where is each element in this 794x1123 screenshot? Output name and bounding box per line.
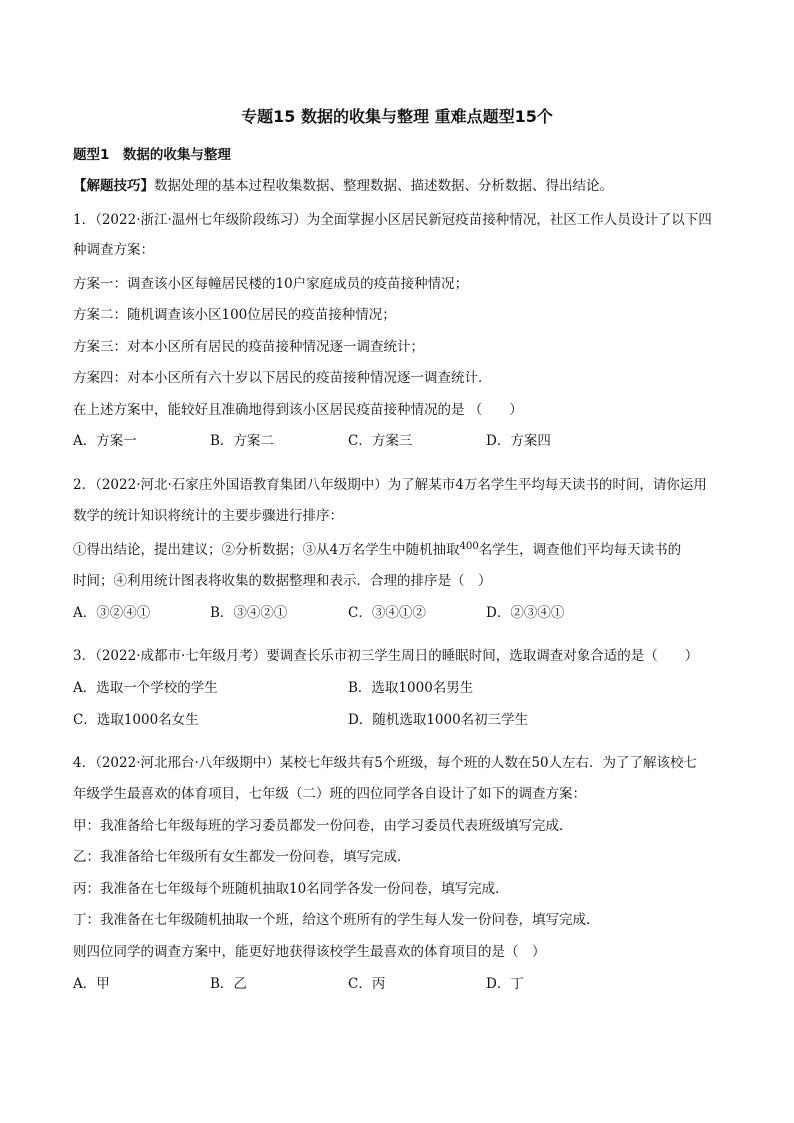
q1-option-c: C．方案三 — [348, 433, 413, 449]
q4-jia: 甲：我准备给七年级每班的学习委员都发一份问卷，由学习委员代表班级填写完成． — [73, 818, 573, 834]
q4-option-a: A．甲 — [73, 976, 110, 992]
q2-option-a: A．③②④① — [73, 605, 151, 621]
q3-line1: 3．（2022·成都市·七年级月考）要调查长乐市初三学生周日的睡眠时间，选取调查对象合适的是（ ） — [73, 648, 699, 664]
q1-plan2: 方案二：随机调查该小区100位居民的疫苗接种情况； — [73, 307, 396, 323]
q2-line3-number: 400 — [459, 541, 479, 552]
q4-yi: 乙：我准备给七年级所有女生都发一份问卷，填写完成． — [73, 849, 411, 865]
q2-option-d: D．②③④① — [486, 605, 565, 621]
q1-option-a: A．方案一 — [73, 433, 137, 449]
q3-option-a: A．选取一个学校的学生 — [73, 680, 218, 696]
q1-stem: 在上述方案中，能较好且准确地得到该小区居民疫苗接种情况的是 （ ） — [73, 402, 523, 418]
q4-line2: 年级学生最喜欢的体育项目，七年级（二）班的四位同学各自设计了如下的调查方案： — [73, 786, 586, 802]
q1-plan1: 方案一：调查该小区每幢居民楼的10户家庭成员的疫苗接种情况； — [73, 276, 469, 292]
q4-ding: 丁：我准备在七年级随机抽取一个班，给这个班所有的学生每人发一份问卷，填写完成． — [73, 912, 600, 928]
q4-option-b: B．乙 — [210, 976, 247, 992]
tip-line — [73, 177, 613, 195]
q4-line1: 4．（2022·河北邢台·八年级期中）某校七年级共有5个班级，每个班的人数在50人左右．为了了解该校七 — [73, 755, 698, 771]
tip-label: 【解题技巧】 — [73, 178, 154, 194]
q3-option-c: C．选取1000名女生 — [73, 712, 199, 728]
q2-option-b: B．③④②① — [210, 605, 288, 621]
q2-line3-part2: 名学生，调查他们平均每天读书的 — [478, 542, 682, 558]
q1-line1: 1．（2022·浙江·温州七年级阶段练习）为全面掌握小区居民新冠疫苗接种情况，社区工作人员设计了以下四 — [73, 212, 712, 228]
q1-plan3: 方案三：对本小区所有居民的疫苗接种情况逐一调查统计； — [73, 339, 424, 355]
tip-text: 数据处理的基本过程收集数据、整理数据、描述数据、分析数据、得出结论。 — [154, 178, 613, 194]
q3-option-b: B．选取1000名男生 — [348, 680, 474, 696]
q4-bing: 丙：我准备在七年级每个班随机抽取10名同学各发一份问卷，填写完成． — [73, 881, 509, 897]
q1-option-b: B．方案二 — [210, 433, 274, 449]
q3-option-d: D．随机选取1000名初三学生 — [348, 712, 529, 728]
q2-line4: 时间；④利用统计图表将收集的数据整理和表示．合理的排序是（ ） — [73, 573, 492, 589]
q2-option-c: C．③④①② — [348, 605, 426, 621]
q1-line2: 种调查方案： — [73, 242, 154, 258]
q2-line2: 数学的统计知识将统计的主要步骤进行排序： — [73, 508, 343, 524]
q4-option-c: C．丙 — [348, 976, 386, 992]
q2-line3 — [73, 541, 681, 561]
q4-stem: 则四位同学的调查方案中，能更好地获得该校学生最喜欢的体育项目的是（ ） — [73, 944, 546, 960]
q1-plan4: 方案四：对本小区所有六十岁以下居民的疫苗接种情况逐一调查统计． — [73, 370, 492, 386]
page-title: 专题15 数据的收集与整理 重难点题型15个 — [241, 107, 553, 126]
section-heading: 题型1 数据的收集与整理 — [73, 147, 231, 163]
q2-line1: 2．（2022·河北·石家庄外国语教育集团八年级期中）为了解某市4万名学生平均每天读书的时间，请你运用 — [73, 477, 707, 493]
q1-option-d: D．方案四 — [486, 433, 551, 449]
q4-option-d: D．丁 — [486, 976, 524, 992]
q2-line3-part1: ①得出结论，提出建议；②分析数据；③从4万名学生中随机抽取 — [73, 542, 460, 558]
